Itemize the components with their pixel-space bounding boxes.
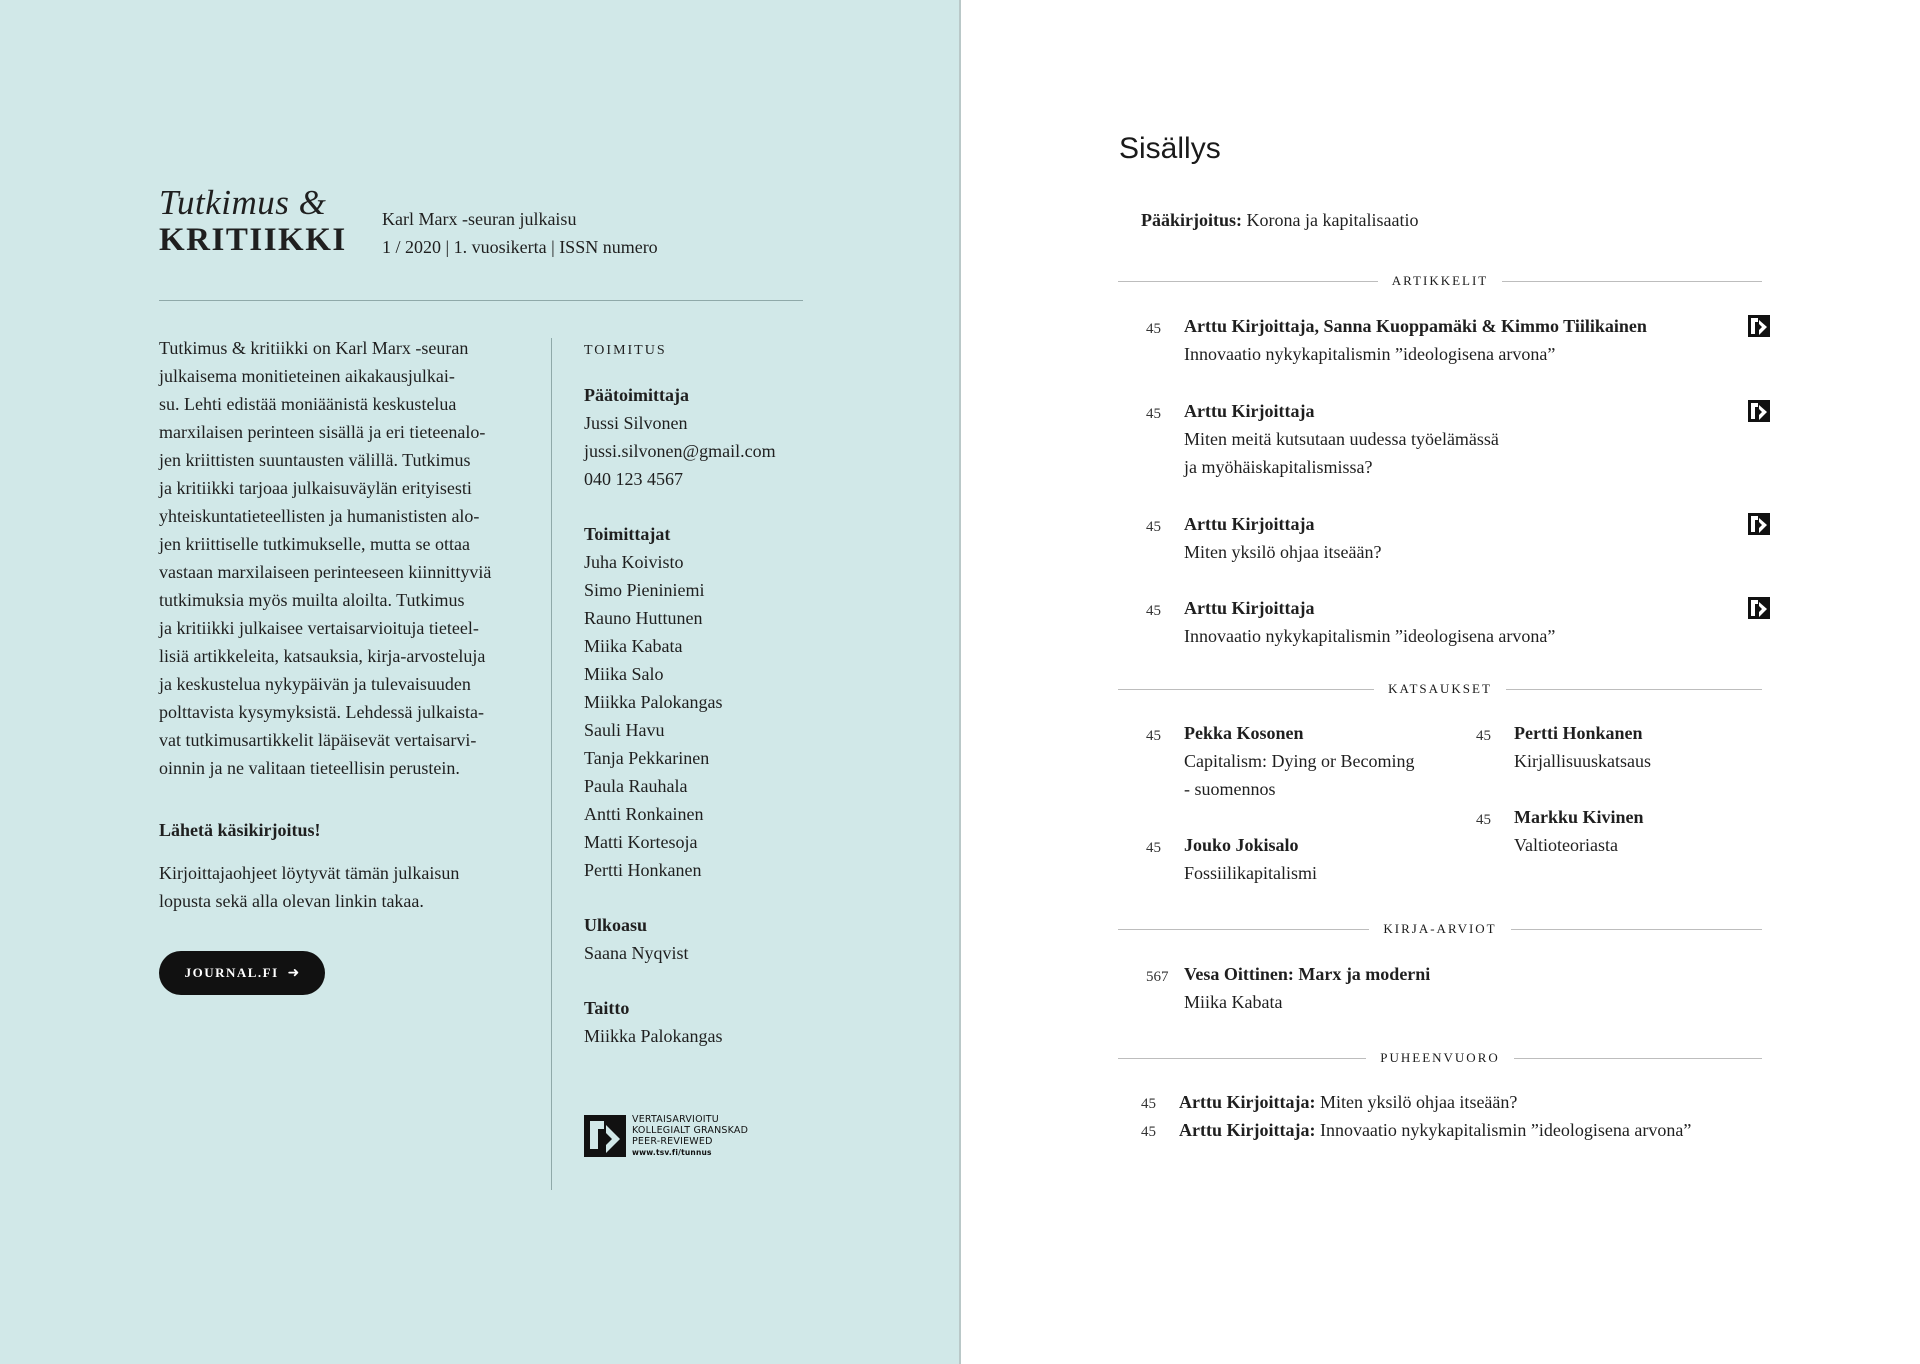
intro-line: marxilaisen perinteen sisällä ja eri tieteenalo- [159,422,486,442]
editors-block [584,520,776,884]
intro-line: ja kritiikki tarjoaa julkaisuväylän erityisesti [159,478,472,498]
layout-role: Ulkoasu [584,915,648,935]
submit-text [159,859,519,915]
editor-name: Pertti Honkanen [584,860,702,880]
speech-entry[interactable] [1141,1116,1691,1146]
peer-url: www.tsv.fi/tunnus [632,1148,712,1157]
issue-line: 1 / 2020 | 1. vuosikerta | ISSN numero [382,237,658,257]
page-number: 45 [1146,728,1161,744]
masthead-meta [382,205,658,261]
peer-reviewed-icon [1748,597,1770,619]
peer-reviewed-icon [1748,315,1770,337]
layout-name: Saana Nyqvist [584,943,689,963]
editors-role: Toimittajat [584,524,671,544]
entry-title: Valtioteoriasta [1514,835,1618,855]
section-speech-label: PUHEENVUORO [1380,1050,1500,1065]
editor-in-chief-block [584,381,776,493]
intro-line: oinnin ja ne valitaan tieteellisin perustein. [159,758,460,778]
journal-fi-button[interactable] [159,951,325,995]
entry-title: - suomennos [1184,779,1276,799]
contents-title: Sisällys [1119,132,1221,165]
intro-line: jen kriittisten suuntausten välillä. Tutkimus [159,450,471,470]
submit-heading: Lähetä käsikirjoitus! [159,820,321,840]
editor-name: Juha Koivisto [584,552,684,572]
speech-entry[interactable] [1141,1088,1517,1118]
intro-line: su. Lehti edistää moniäänistä keskustelua [159,394,457,414]
submit-line: lopusta sekä alla olevan linkin takaa. [159,891,424,911]
lead-label: Pääkirjoitus: [1141,210,1242,230]
editor-in-chief-role: Päätoimittaja [584,385,689,405]
peer-reviewed-text [632,1114,748,1158]
section-book-reviews-label: KIRJA-ARVIOT [1383,921,1497,936]
entry-body [1184,831,1317,887]
intro-line: vastaan marxilaiseen perinteeseen kiinnittyviä [159,562,492,582]
page-number: 567 [1146,969,1169,985]
entry-title: Miten yksilö ohjaa itseään? [1319,1092,1518,1112]
editor-name: Sauli Havu [584,720,665,740]
entry-author: Arttu Kirjoittaja [1184,401,1315,421]
entry-title: Capitalism: Dying or Becoming [1184,751,1415,771]
section-reviews-label: KATSAUKSET [1388,681,1492,696]
intro-line: ja kritiikki julkaisee vertaisarvioituja tieteel- [159,618,479,638]
peer-reviewed-icon [584,1115,626,1157]
entry-author: Arttu Kirjoittaja, Sanna Kuoppamäki & Kimmo Tiilikainen [1184,316,1647,336]
editor-name: Antti Ronkainen [584,804,704,824]
entry-author: Jouko Jokisalo [1184,835,1299,855]
entry-author: Vesa Oittinen: Marx ja moderni [1184,964,1431,984]
page-number: 45 [1146,321,1161,337]
lead-title: Korona ja kapitalisaatio [1246,210,1419,230]
section-speech [1118,1048,1762,1068]
entry-author: Arttu Kirjoittaja: [1179,1120,1316,1140]
entry-body [1184,397,1499,481]
editorial-board [584,337,776,1077]
entry-title: ja myöhäiskapitalismissa? [1184,457,1373,477]
column-divider [551,338,552,1190]
section-reviews [1118,679,1762,699]
intro-line: lisiä artikkeleita, katsauksia, kirja-arvosteluja [159,646,486,666]
editorial-heading: TOIMITUS [584,343,667,358]
page-number: 45 [1146,406,1161,422]
entry-title: Kirjallisuuskatsaus [1514,751,1651,771]
intro-line: vat tutkimusartikkelit läpäisevät vertaisarvi- [159,730,477,750]
entry-body [1184,510,1381,566]
editor-name: Miika Kabata [584,636,683,656]
editor-name: Miikka Palokangas [584,692,723,712]
entry-author: Arttu Kirjoittaja: [1179,1092,1316,1112]
intro-line: Tutkimus & kritiikki on Karl Marx -seuran [159,338,469,358]
peer-reviewed-icon [1748,400,1770,422]
entry-title: Miten yksilö ohjaa itseään? [1184,542,1382,562]
page-number: 45 [1476,812,1491,828]
peer-line: KOLLEGIALT GRANSKAD [632,1125,749,1136]
peer-line: PEER-REVIEWED [632,1136,713,1147]
entry-author: Markku Kivinen [1514,807,1644,827]
section-articles-label: ARTIKKELIT [1391,273,1489,288]
editor-name: Paula Rauhala [584,776,688,796]
intro-line: jen kriittiselle tutkimukselle, mutta se ottaa [159,534,470,554]
intro-line: tutkimuksia myös muilta aloilta. Tutkimus [159,590,465,610]
editor-name: Rauno Huttunen [584,608,703,628]
section-articles [1118,271,1762,291]
peer-reviewed-badge [584,1114,748,1158]
submit-line: Kirjoittajaohjeet löytyvät tämän julkaisun [159,863,460,883]
entry-title: Innovaatio nykykapitalismin ”ideologisena arvona” [1184,344,1556,364]
intro-line: julkaisema monitieteinen aikakausjulkai- [159,366,455,386]
peer-reviewed-icon [1748,513,1770,535]
entry-author: Pekka Kosonen [1184,723,1304,743]
entry-body [1184,719,1414,803]
editor-name: Tanja Pekkarinen [584,748,710,768]
entry-body [1514,803,1644,859]
entry-title: Innovaatio nykykapitalismin ”ideologisena arvona” [1184,626,1556,646]
page-number: 45 [1146,603,1161,619]
entry-author: Arttu Kirjoittaja [1184,598,1315,618]
editor-in-chief-email: jussi.silvonen@gmail.com [584,441,776,461]
page-number: 45 [1476,728,1491,744]
intro-line: yhteiskuntatieteellisten ja humanististen alo- [159,506,480,526]
section-book-reviews [1118,919,1762,939]
editor-name: Simo Pieniniemi [584,580,705,600]
page-number: 45 [1141,1096,1156,1112]
editor-in-chief-name: Jussi Silvonen [584,413,688,433]
journal-fi-label: JOURNAL.FI [184,965,279,980]
peer-line: VERTAISARVIOITU [632,1114,719,1125]
typesetting-block [584,994,776,1050]
intro-line: ja keskustelua nykypäivän ja tulevaisuuden [159,674,471,694]
entry-title: Miten meitä kutsutaan uudessa työelämässä [1184,429,1499,449]
entry-author: Pertti Honkanen [1514,723,1643,743]
entry-body [1514,719,1651,775]
arrow-right-icon: ➜ [287,965,300,981]
entry-body [1184,960,1430,1016]
entry-title: Miika Kabata [1184,992,1283,1012]
logo-line-2: KRITIIKKI [159,222,347,258]
editor-name: Miika Salo [584,664,664,684]
journal-logo [159,184,347,258]
typesetting-name: Miikka Palokangas [584,1026,723,1046]
logo-line-1: Tutkimus & [159,183,327,222]
entry-title: Innovaatio nykykapitalismin ”ideologisena arvona” [1319,1120,1692,1140]
typesetting-role: Taitto [584,998,630,1018]
masthead-divider [159,300,803,301]
page-number: 45 [1141,1124,1156,1140]
entry-author: Arttu Kirjoittaja [1184,514,1315,534]
publisher-line: Karl Marx -seuran julkaisu [382,209,577,229]
editor-in-chief-phone: 040 123 4567 [584,469,683,489]
intro-text [159,334,519,782]
lead-editorial [1141,210,1418,231]
entry-body [1184,312,1647,368]
entry-title: Fossiilikapitalismi [1184,863,1318,883]
entry-body [1184,594,1555,650]
page-number: 45 [1146,840,1161,856]
editor-name: Matti Kortesoja [584,832,698,852]
intro-line: polttavista kysymyksistä. Lehdessä julkaista- [159,702,484,722]
layout-block [584,911,776,967]
page-number: 45 [1146,519,1161,535]
